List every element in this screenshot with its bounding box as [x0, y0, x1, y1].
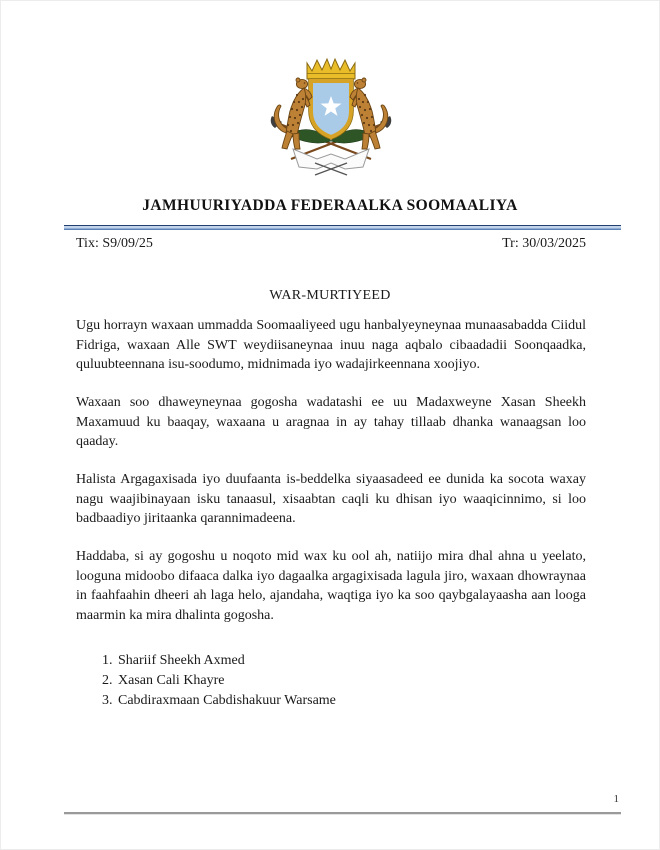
- paragraph-4: Haddaba, si ay gogoshu u noqoto mid wax ku ool ah, natiijo mira dhal ahna u yeelato, looguna midoobo difaaca dalka iyo dagaalka argagixisada lagula jiro, waxaan dhowraynaa in faahfaahin dheeri ah laga helo, ajandaha, waqtiga iyo ka soo qaybgalayaasha aan looga maarmin ka mira dhalinta gogosha.: [76, 549, 586, 623]
- document-date: Tr: 30/03/2025: [502, 236, 586, 251]
- paragraph-1: Ugu horrayn waxaan ummadda Soomaaliyeed ugu hanbalyeyneynaa munaasabadda Ciidul Fidriga, waxaan Alle SWT weydiisaneynaa inuu naga aqbalo cibaadadii Soonqaadka, quluubteennana isu-soodumo, midnimada iyo wadajirkeennana xoojiyo.: [76, 318, 586, 372]
- shield-icon: [311, 81, 351, 137]
- header-divider: [64, 225, 621, 230]
- paragraph-3: Halista Argagaxisada iyo duufaanta is-beddelka siyaasadeed ee dunida ka socota waxay nagu waajibinayaan isku tanaasul, xisaabtan caqli ku dhisan iyo waaqicinnimo, si loo badbaadiyo jiritaanka qarannimadeena.: [76, 472, 586, 526]
- signatories-list: [94, 651, 536, 711]
- coat-of-arms-emblem: [258, 57, 404, 181]
- document-body: [76, 316, 586, 644]
- document-title: WAR-MURTIYEED: [269, 288, 391, 303]
- footer-divider: [64, 812, 621, 815]
- signatory-item: 1. Shariif Sheekh Axmed: [116, 651, 536, 671]
- page-number: 1: [613, 793, 619, 805]
- reference-number: Tix: S9/09/25: [76, 236, 153, 251]
- signatory-item: 3. Cabdiraxmaan Cabdishakuur Warsame: [116, 691, 536, 711]
- header-title: JAMHUURIYADDA FEDERAALKA SOOMAALIYA: [142, 197, 518, 214]
- crown-icon: [307, 59, 355, 79]
- paragraph-2: Waxaan soo dhaweyneynaa gogosha wadatashi ee uu Madaxweyne Xasan Sheekh Maxamuud ku baaqay, waxaana u aragnaa in ay tahay tillaab dhanka wanaagsan loo qaaday.: [76, 395, 586, 449]
- reference-row: [76, 236, 586, 254]
- signatory-item: 2. Xasan Cali Khayre: [116, 671, 536, 691]
